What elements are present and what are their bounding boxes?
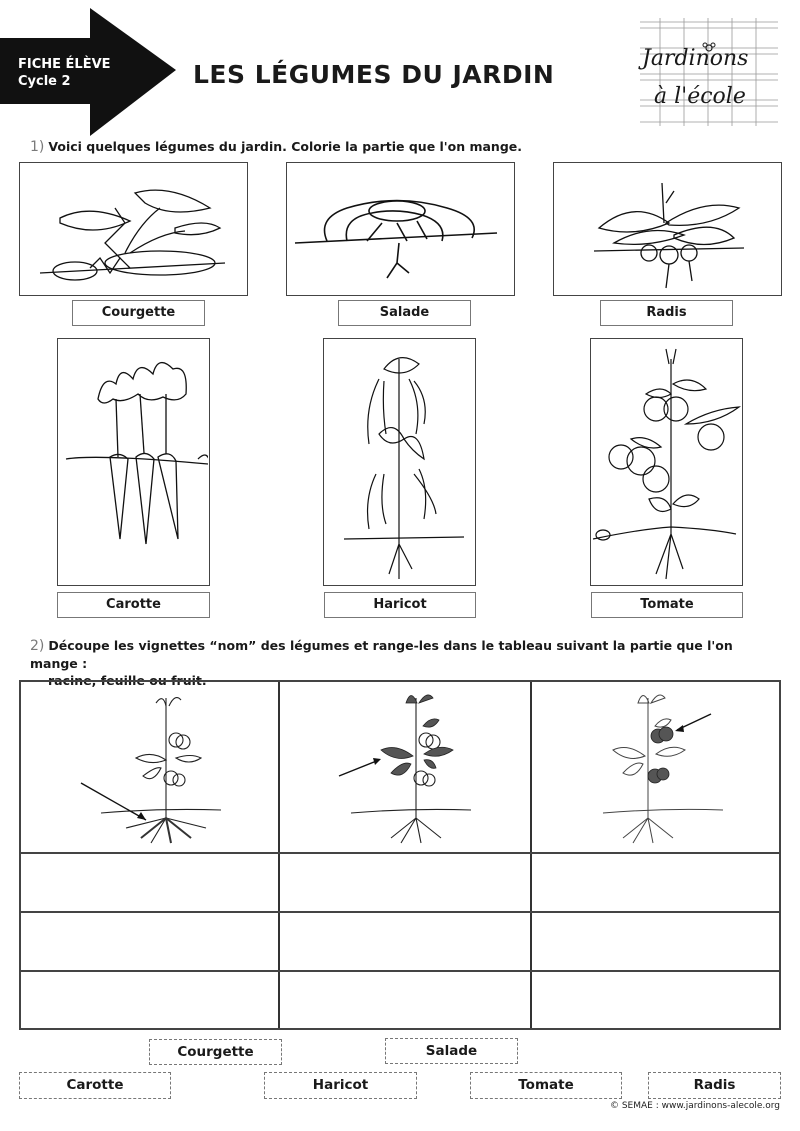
- column-divider: [278, 682, 280, 1028]
- exercise-1-instruction: [30, 138, 522, 156]
- label-salade: Salade: [338, 300, 471, 326]
- courgette-image-frame: [19, 162, 248, 296]
- exercise-2-text-line1: Découpe les vignettes “nom” des légumes et range-les dans le tableau suivant la partie que l'on mange :: [30, 638, 733, 671]
- exercise-2-number: 2): [30, 638, 45, 654]
- label-carotte: Carotte: [57, 592, 210, 618]
- column-divider: [530, 682, 532, 1028]
- label-tomate: Tomate: [591, 592, 743, 618]
- lettuce-drawing-icon: [287, 163, 513, 294]
- row-divider: [21, 970, 779, 972]
- tomate-image-frame: [590, 338, 743, 586]
- cutout-radis[interactable]: Radis: [648, 1072, 781, 1099]
- badge-line-cycle: Cycle 2: [18, 74, 71, 89]
- label-courgette: Courgette: [72, 300, 205, 326]
- jardinons-logo: [636, 18, 782, 126]
- logo-jardinons: Jardinons: [642, 46, 749, 71]
- badge-line-fiche: FICHE ÉLÈVE: [18, 57, 111, 72]
- plant-roots-highlighted-icon: [71, 688, 241, 848]
- courgette-plant-drawing-icon: [20, 163, 246, 294]
- carrot-drawing-icon: [58, 339, 208, 584]
- salade-image-frame: [286, 162, 515, 296]
- cutout-haricot[interactable]: Haricot: [264, 1072, 417, 1099]
- radis-image-frame: [553, 162, 782, 296]
- exercise-2-text-line2: racine, feuille ou fruit.: [48, 673, 207, 688]
- footer-copyright: © SEMAE : www.jardinons-alecole.org: [609, 1101, 780, 1111]
- row-divider: [21, 911, 779, 913]
- sorting-table: [19, 680, 781, 1030]
- cutout-salade[interactable]: Salade: [385, 1038, 518, 1064]
- label-radis: Radis: [600, 300, 733, 326]
- exercise-1-text: Voici quelques légumes du jardin. Colorie la partie que l'on mange.: [48, 139, 523, 154]
- bean-plant-drawing-icon: [324, 339, 474, 584]
- logo-a-l-ecole: à l'école: [654, 84, 746, 109]
- row-divider: [21, 852, 779, 854]
- tomato-plant-drawing-icon: [591, 339, 741, 584]
- plant-fruits-highlighted-icon: [573, 688, 743, 848]
- cutout-carotte[interactable]: Carotte: [19, 1072, 171, 1099]
- grid-paper-icon: [636, 18, 782, 126]
- page-title: LES LÉGUMES DU JARDIN: [193, 60, 555, 89]
- label-haricot: Haricot: [324, 592, 476, 618]
- badge-text: [18, 56, 111, 90]
- haricot-image-frame: [323, 338, 476, 586]
- plant-leaves-highlighted-icon: [321, 688, 491, 848]
- exercise-1-number: 1): [30, 139, 45, 155]
- cutout-courgette[interactable]: Courgette: [149, 1039, 282, 1065]
- radish-drawing-icon: [554, 163, 780, 294]
- carotte-image-frame: [57, 338, 210, 586]
- cutout-tomate[interactable]: Tomate: [470, 1072, 622, 1099]
